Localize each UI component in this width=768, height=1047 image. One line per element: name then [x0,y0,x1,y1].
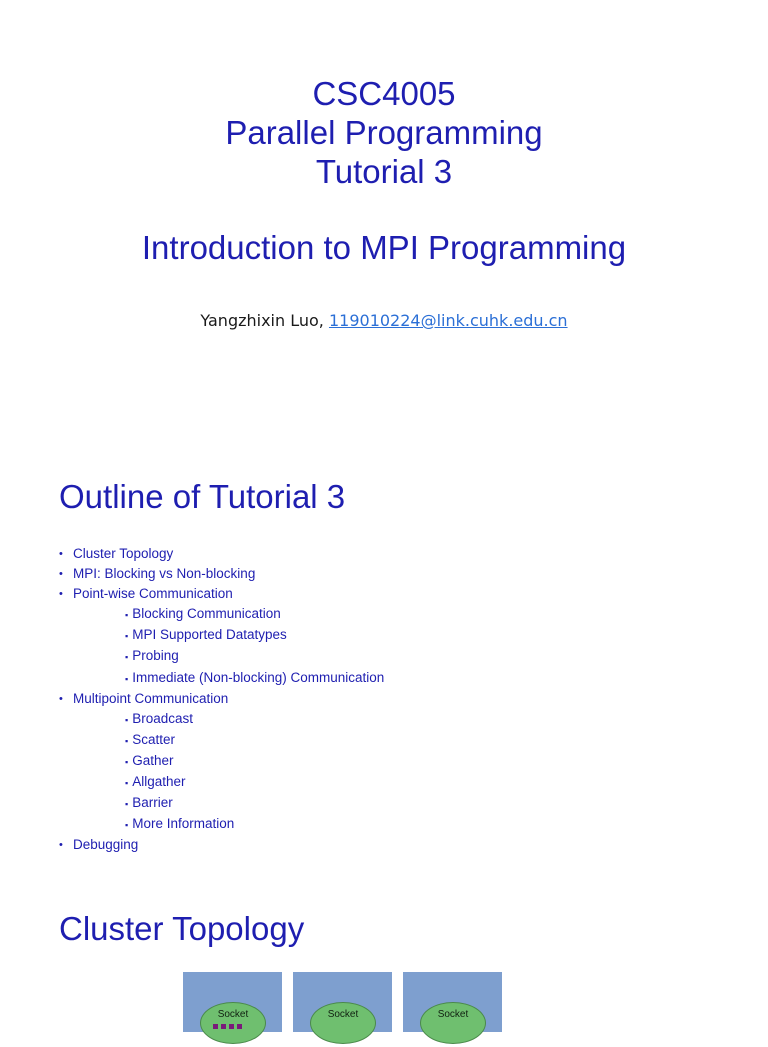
cluster-node [183,972,282,1032]
outline-subitem-label: Immediate (Non-blocking) Communication [132,669,385,685]
course-name: Parallel Programming [225,114,543,151]
outline-subitem-label: Broadcast [132,710,193,726]
tutorial-number: Tutorial 3 [315,153,453,190]
outline-subitem-label: Blocking Communication [132,606,281,622]
outline-subitem-label: Probing [132,648,179,664]
outline-subitem [59,668,384,689]
page-subtitle: Introduction to MPI Programming [141,229,627,266]
outline-subitem-label: Scatter [132,731,175,747]
socket-label: Socket [327,1009,359,1020]
course-code: CSC4005 [312,75,456,112]
outline-heading: Outline of Tutorial 3 [59,478,346,515]
socket-label: Socket [437,1009,469,1020]
outline-subitem-label: Gather [132,752,174,768]
outline-item: • Cluster Topology [59,544,384,564]
cluster-node [403,972,502,1032]
outline-subitem [59,814,384,835]
outline-subitem [59,772,384,793]
author-email-link[interactable]: 119010224@link.cuhk.edu.cn [328,311,568,330]
socket-shape [310,1002,376,1044]
cluster-heading: Cluster Topology [59,910,305,947]
outline-subitem [59,709,384,730]
author-line [0,311,768,330]
outline-item: • Debugging [59,835,384,855]
socket-shape [420,1002,486,1044]
outline-subitem-label: Allgather [132,774,186,790]
outline-subitem-label: MPI Supported Datatypes [132,627,287,643]
outline-item: • Point-wise Communication [59,584,384,604]
outline-item: • MPI: Blocking vs Non-blocking [59,564,384,584]
title-block [0,74,768,191]
outline-subitem [59,751,384,772]
outline-subitem [59,646,384,667]
author-name: Yangzhixin Luo, [200,311,324,330]
outline-item: • Multipoint Communication [59,689,384,709]
socket-label: Socket [217,1009,249,1020]
cluster-node [293,972,392,1032]
outline-subitem [59,625,384,646]
outline-subitem-label: More Information [132,816,235,832]
outline-subitem [59,604,384,625]
outline-list [59,544,384,855]
socket-shape [200,1002,266,1044]
outline-subitem [59,730,384,751]
outline-subitem [59,793,384,814]
outline-subitem-label: Barrier [132,795,173,811]
